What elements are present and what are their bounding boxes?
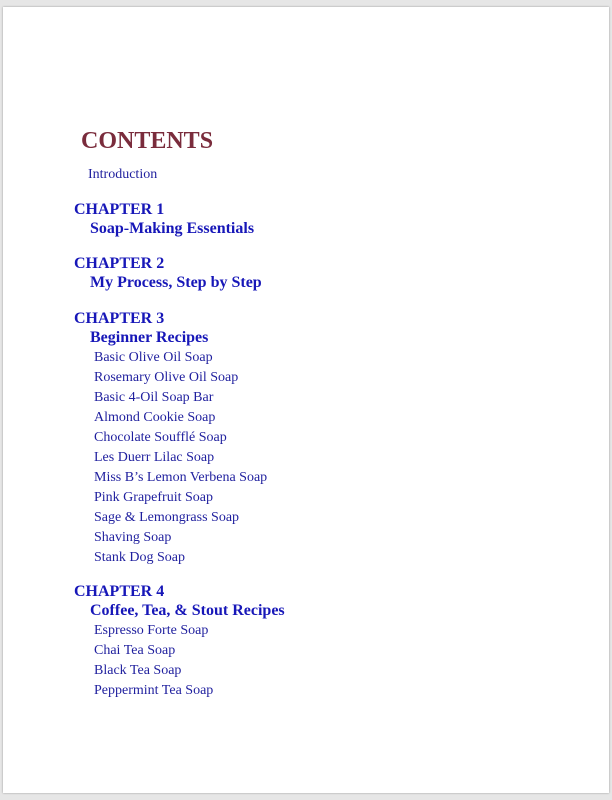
- chapter-3-title[interactable]: Beginner Recipes: [90, 329, 209, 346]
- recipe-link[interactable]: Rosemary Olive Oil Soap: [94, 370, 239, 385]
- chapter-3-recipe-list: [74, 348, 574, 568]
- toc-link-introduction[interactable]: Introduction: [88, 167, 158, 182]
- recipe-link[interactable]: Basic 4-Oil Soap Bar: [94, 390, 214, 405]
- chapter-2-label[interactable]: CHAPTER 2: [74, 255, 165, 272]
- chapter-2-title[interactable]: My Process, Step by Step: [90, 274, 262, 291]
- recipe-link[interactable]: Stank Dog Soap: [94, 550, 185, 565]
- recipe-link[interactable]: Espresso Forte Soap: [94, 623, 209, 638]
- chapter-1-title[interactable]: Soap-Making Essentials: [90, 220, 255, 237]
- chapter-4-title[interactable]: Coffee, Tea, & Stout Recipes: [90, 602, 285, 619]
- chapter-2-entry: [74, 254, 574, 292]
- chapter-1-label[interactable]: CHAPTER 1: [74, 201, 165, 218]
- recipe-link[interactable]: Chocolate Soufflé Soap: [94, 430, 227, 445]
- recipe-link[interactable]: Sage & Lemongrass Soap: [94, 510, 240, 525]
- chapter-4-entry: [74, 582, 574, 701]
- recipe-link[interactable]: Les Duerr Lilac Soap: [94, 450, 215, 465]
- recipe-link[interactable]: Shaving Soap: [94, 530, 172, 545]
- chapter-4-recipe-list: [74, 621, 574, 701]
- recipe-link[interactable]: Pink Grapefruit Soap: [94, 490, 213, 505]
- chapter-3-label[interactable]: CHAPTER 3: [74, 310, 165, 327]
- chapter-4-label[interactable]: CHAPTER 4: [74, 583, 165, 600]
- recipe-link[interactable]: Basic Olive Oil Soap: [94, 350, 213, 365]
- contents-heading: CONTENTS: [81, 128, 214, 154]
- recipe-link[interactable]: Chai Tea Soap: [94, 643, 176, 658]
- chapter-3-entry: [74, 309, 574, 568]
- recipe-link[interactable]: Almond Cookie Soap: [94, 410, 216, 425]
- recipe-link[interactable]: Black Tea Soap: [94, 663, 182, 678]
- recipe-link[interactable]: Miss B’s Lemon Verbena Soap: [94, 470, 268, 485]
- recipe-link[interactable]: Peppermint Tea Soap: [94, 683, 214, 698]
- chapter-1-entry: [74, 200, 574, 238]
- document-page: [3, 7, 609, 793]
